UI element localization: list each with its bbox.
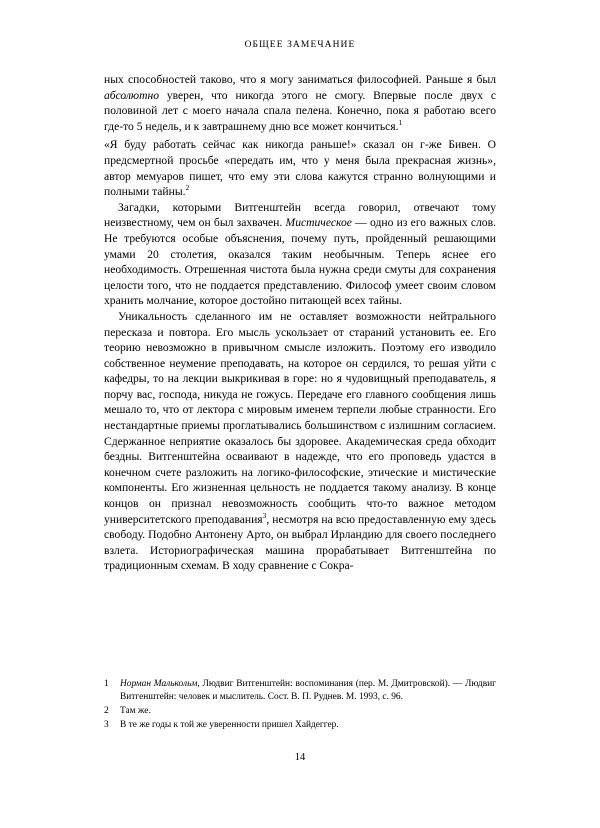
footnote-text: Норман Малькольм, Людвиг Витгенштейн: воспоминания (пер. М. Дмитровской). — Людвиг Витгенштейн: человек и мыслитель. Сост. В. П. Руднев. М. 1993, с. 96. xyxy=(120,679,496,702)
footnote xyxy=(104,719,496,732)
running-head: ОБЩЕЕ ЗАМЕЧАНИЕ xyxy=(244,40,356,50)
footnote-text: В те же годы к той же уверенности пришел Хайдеггер. xyxy=(120,720,339,730)
footnote xyxy=(104,705,496,718)
footnote-number: 2 xyxy=(104,706,109,716)
page-text-column xyxy=(104,40,496,574)
body-paragraph: Уникальность сделанного им не оставляет возможности нейтрального пересказа и повтора. Его мысль ускользает от стараний установить ее. Его теорию невозможно в привычном смысле изложить. Поэтому его изводило собственное неумение преподавать, на которое он сердился, то решая уйти с кафедры, то на лекции выкрикивая в горе: но я чудовищный преподаватель, я порчу вас, господа, никуда не гожусь. Передаче его главного сообщения лишь мешало то, что от лектора с мировым именем терпели любые странности. Его нестандартные приемы проглатывались большинством с излишним согласием. Сдержанное неприятие оказалось бы здоровее. Академическая среда обходит бездны. Витгенштейна осваивают в надежде, что его проповедь удастся в конечном счете разложить на логико-философские, этические и мистические компоненты. Его жизненная цельность не поддается такому анализу. В конце концов он признал невозможность сообщить что-то важное методом университетского преподавания$^3$, несмотря на всю предоставленную ему здесь свободу. Подобно Антонену Арто, он выбрал Ирландию для своего последнего взлета. Историографическая машина прорабатывает Витгенштейна по традиционным схемам. В ходу сравнение с Сокра- xyxy=(104,309,496,573)
footnote-number: 3 xyxy=(104,720,109,730)
footnote-text: Там же. xyxy=(120,706,151,716)
body-paragraph: «Я буду работать сейчас как никогда раньше!» сказал он г-же Бивен. О предсмертной просьбе «передать им, что у меня была прекрасная жизнь», автор мемуаров пишет, что ему эти слова кажутся странно волнующими и полными тайны.$^2$ xyxy=(104,138,496,199)
body-paragraph: Загадки, которыми Витгенштейн всегда говорил, отвечают тому неизвестному, чем он был захвачен. Мистическое — одно из его важных слов. Не требуются особые объяснения, почему путь, пройденный решающими умами 20 столетия, оказался таким необычным. Теперь яснее его необходимость. Отрешенная чистота была нужна среди смуты для сохранения целости того, что не поддается представлению. Философ умеет своим словом хранить молчание, которое достойно питающей всех тайны. xyxy=(104,200,496,308)
page-number: 14 xyxy=(294,752,306,763)
footnotes-block xyxy=(104,672,496,733)
footnote xyxy=(104,678,496,704)
body-paragraph: ных способностей таково, что я могу заниматься философией. Раньше я был абсолютно уверен, что никогда этого не смогу. Впервые после двух с половиной лет с моего начала спала пелена. Конечно, пока я работаю всего где-то 5 недель, и к завтрашнему дню все может кончиться.$^1$ xyxy=(104,73,496,133)
footnote-number: 1 xyxy=(104,679,109,689)
